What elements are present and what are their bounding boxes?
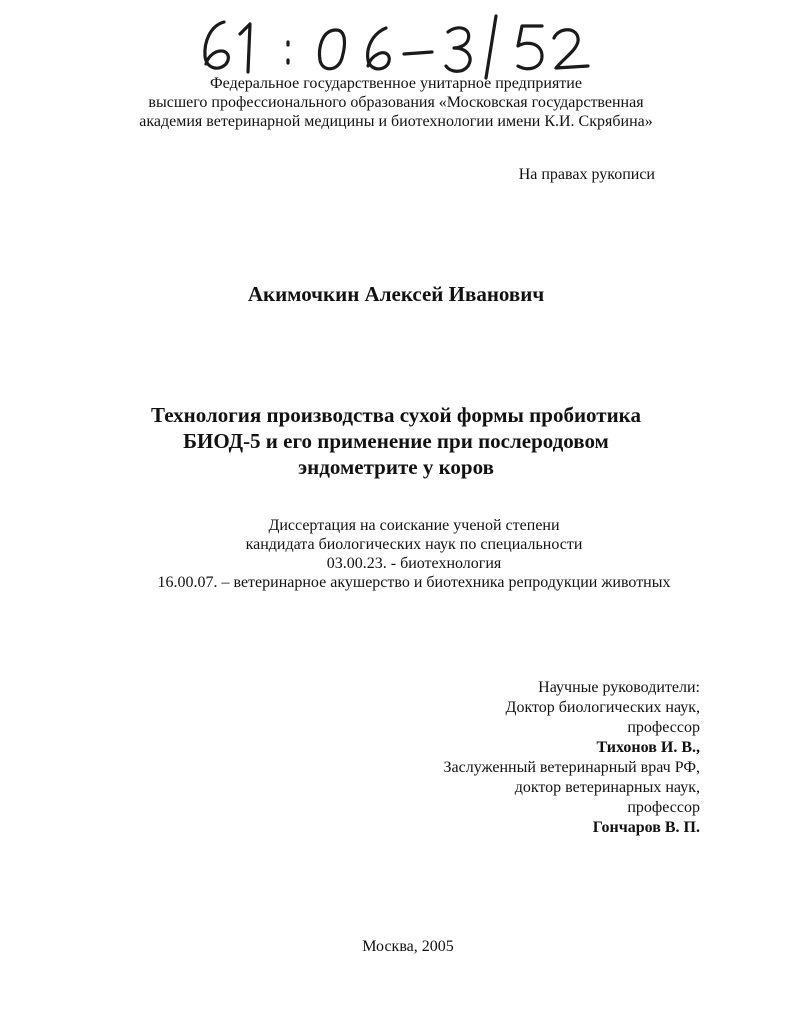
title-line: Технология производства сухой формы пробиотика xyxy=(151,403,641,427)
supervisors-block xyxy=(300,678,700,838)
second-supervisor-rank: профессор xyxy=(627,799,700,816)
title-line: БИОД-5 и его применение при послеродовом xyxy=(183,429,609,453)
first-supervisor-degree: Доктор биологических наук, xyxy=(505,699,700,716)
handwriting-drawing xyxy=(196,8,616,80)
organization-line: академия ветеринарной медицины и биотехнологии имени К.И. Скрябина» xyxy=(139,113,653,130)
organization-line: Федеральное государственное унитарное предприятие xyxy=(210,75,582,92)
organization-line: высшего профессионального образования «Московская государственная xyxy=(148,94,644,111)
dissertation-line: Диссертация на соискание ученой степени xyxy=(268,517,560,534)
dissertation-info xyxy=(18,516,792,592)
title-line: эндометрите у коров xyxy=(298,455,494,479)
second-supervisor-degree: доктор ветеринарных наук, xyxy=(514,779,700,796)
second-supervisor-title: Заслуженный ветеринарный врач РФ, xyxy=(443,759,700,776)
dissertation-line: 16.00.07. – ветеринарное акушерство и биотехника репродукции животных xyxy=(157,574,671,591)
second-supervisor-name: Гончаров В. П. xyxy=(592,819,700,836)
first-supervisor-rank: профессор xyxy=(627,719,700,736)
handwritten-archive-code xyxy=(196,8,616,80)
organization-block xyxy=(0,74,792,131)
supervisors-heading: Научные руководители: xyxy=(538,679,700,696)
dissertation-line: 03.00.23. - биотехнология xyxy=(326,555,502,572)
city-year: Москва, 2005 xyxy=(362,938,454,955)
author-name: Акимочкин Алексей Иванович xyxy=(247,282,545,306)
rights-notice: На правах рукописи xyxy=(518,166,655,183)
first-supervisor-name: Тихонов И. В., xyxy=(596,739,700,756)
dissertation-title xyxy=(0,402,792,480)
dissertation-line: кандидата биологических наук по специальности xyxy=(245,536,583,553)
